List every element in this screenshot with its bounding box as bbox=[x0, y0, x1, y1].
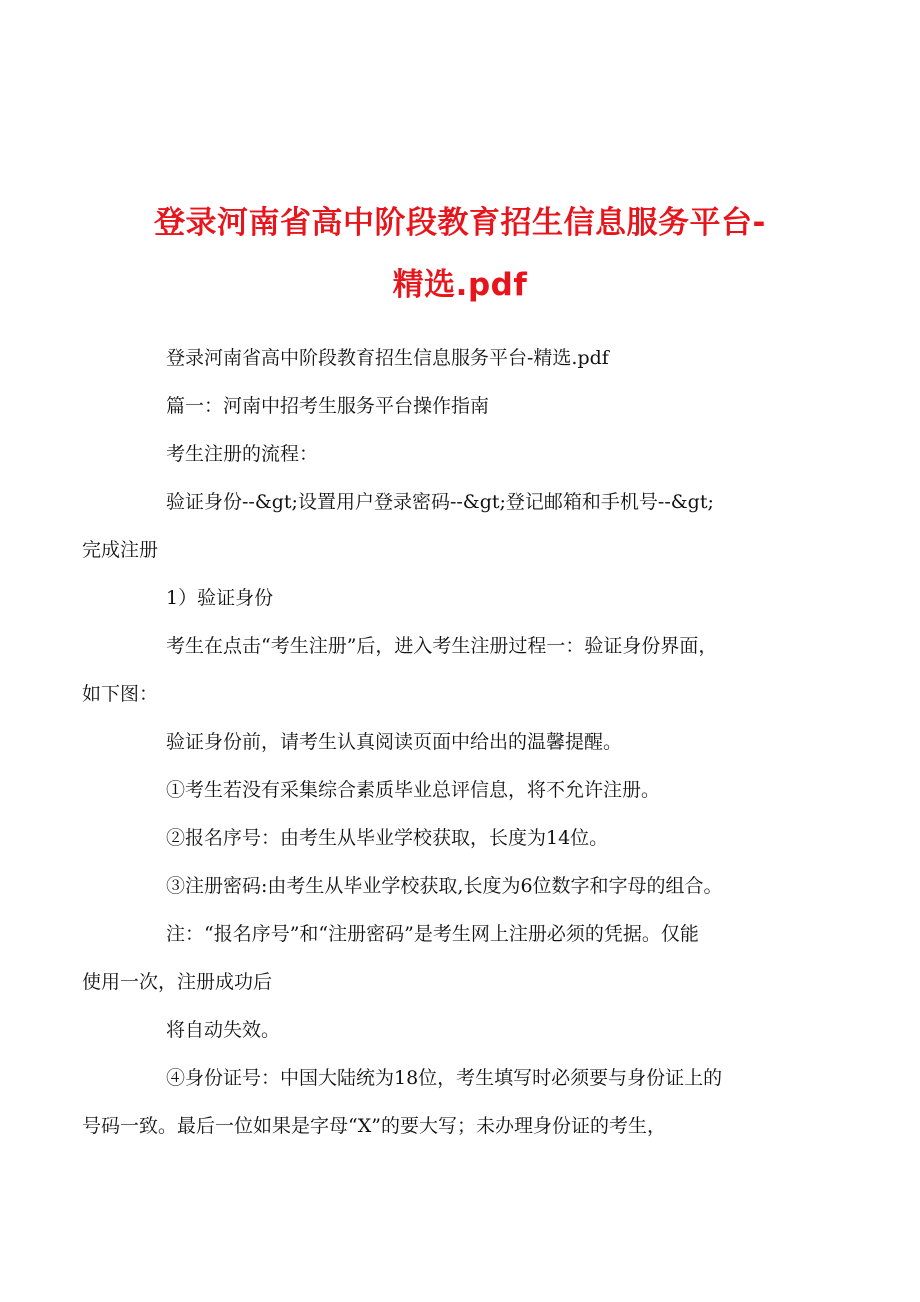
paragraph-line-continued: 如下图： bbox=[82, 683, 159, 705]
paragraph-flow-heading bbox=[124, 430, 804, 478]
paragraph-line-continued: 完成注册 bbox=[82, 539, 159, 561]
paragraph-note-4 bbox=[82, 1054, 804, 1150]
paragraph-line: 篇一：河南中招考生服务平台操作指南 bbox=[166, 395, 490, 417]
paragraph-note-1 bbox=[124, 766, 804, 814]
paragraph-line: 注：“报名序号”和“注册密码”是考生网上注册必须的凭据。仅能 bbox=[166, 923, 699, 945]
document-body bbox=[82, 334, 804, 1150]
paragraph-remark-end bbox=[124, 1006, 804, 1054]
paragraph-line: 登录河南省高中阶段教育招生信息服务平台-精选.pdf bbox=[166, 347, 609, 369]
paragraph-note-3 bbox=[124, 862, 804, 910]
paragraph-line: 考生注册的流程： bbox=[166, 443, 319, 465]
paragraph-line: 1）验证身份 bbox=[166, 587, 274, 609]
title-line-1: 登录河南省高中阶段教育招生信息服务平台- bbox=[154, 205, 766, 241]
paragraph-line-continued: 使用一次，注册成功后 bbox=[82, 971, 273, 993]
paragraph-flow-steps bbox=[82, 478, 804, 574]
paragraph-step-1 bbox=[124, 574, 804, 622]
paragraph-line-continued: 号码一致。最后一位如果是字母“X”的要大写；未办理身份证的考生， bbox=[82, 1115, 666, 1137]
paragraph-line: 考生在点击“考生注册”后，进入考生注册过程一：验证身份界面， bbox=[166, 635, 718, 657]
paragraph-chapter-title bbox=[124, 382, 804, 430]
paragraph-line: ③注册密码:由考生从毕业学校获取,长度为6位数字和字母的组合。 bbox=[166, 875, 723, 897]
paragraph-line: ①考生若没有采集综合素质毕业总评信息，将不允许注册。 bbox=[166, 779, 661, 801]
paragraph-heading-copy bbox=[124, 334, 804, 382]
paragraph-line: ④身份证号：中国大陆统为18位，考生填写时必须要与身份证上的 bbox=[166, 1067, 723, 1089]
paragraph-step-1-desc bbox=[82, 622, 804, 718]
paragraph-line: ②报名序号：由考生从毕业学校获取，长度为14位。 bbox=[166, 827, 609, 849]
document-title bbox=[60, 192, 860, 316]
paragraph-line: 验证身份前，请考生认真阅读页面中给出的温馨提醒。 bbox=[166, 731, 623, 753]
title-line-2: 精选.pdf bbox=[392, 267, 528, 303]
paragraph-reminder bbox=[124, 718, 804, 766]
paragraph-remark bbox=[82, 910, 804, 1006]
paragraph-line: 验证身份--&gt;设置用户登录密码--&gt;登记邮箱和手机号--&gt; bbox=[166, 491, 714, 513]
paragraph-note-2 bbox=[124, 814, 804, 862]
paragraph-line: 将自动失效。 bbox=[166, 1019, 281, 1041]
